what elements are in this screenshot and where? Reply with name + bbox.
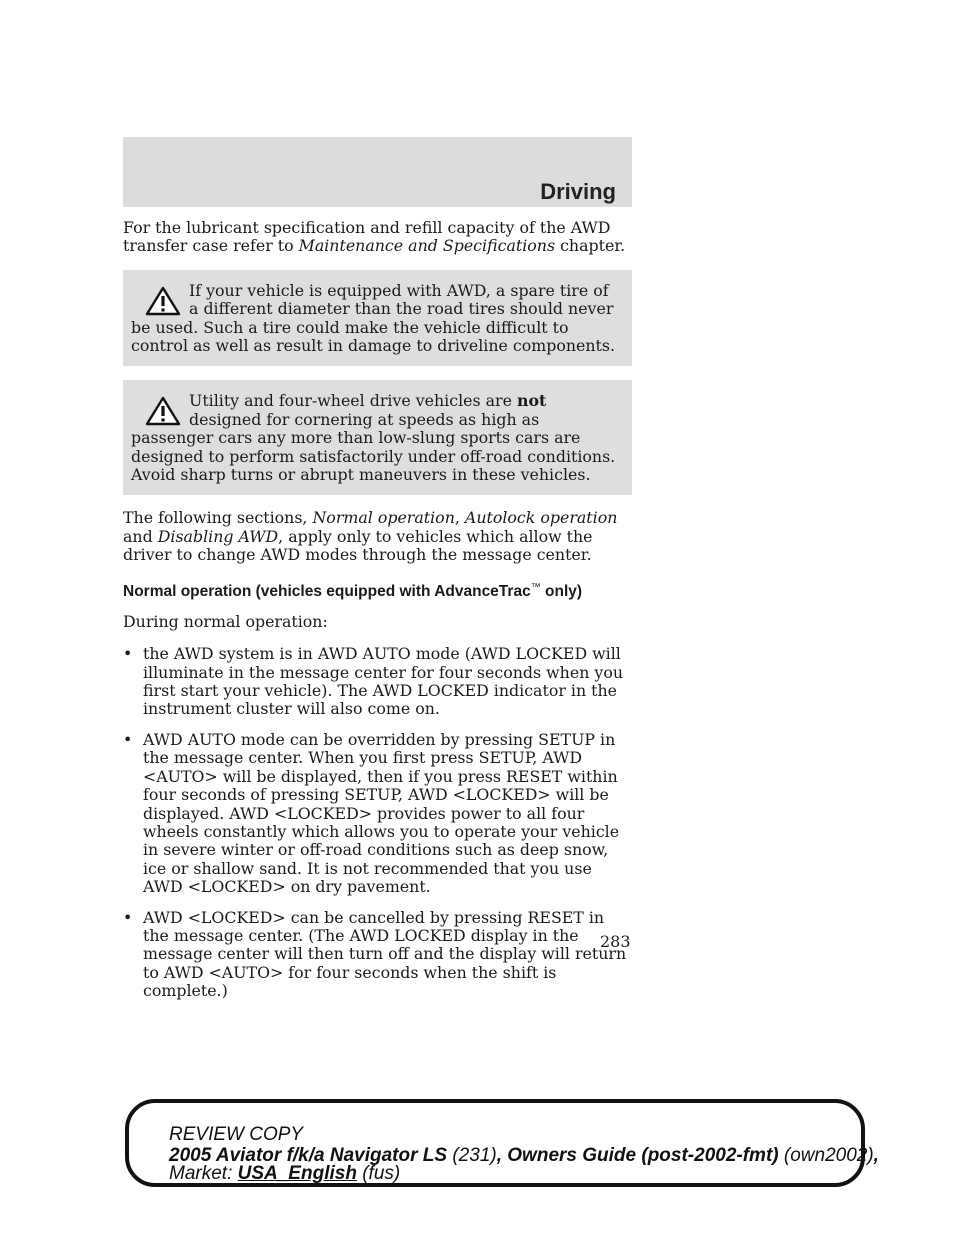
bullet-list [123, 645, 632, 1000]
chapter-reference: Maintenance and Specifications [298, 236, 556, 256]
list-item: • AWD <LOCKED> can be cancelled by pressing RESET in the message center. (The AWD LOCKED display in the message center will then turn off and the display will return to AWD <AUTO> for four seconds when the shift is complete.) [123, 907, 627, 1001]
list-item: • the AWD system is in AWD AUTO mode (AWD LOCKED will illuminate in the message center for four seconds when you first start your vehicle). The AWD LOCKED indicator in the instrument cluster will also come on. [123, 644, 624, 719]
market-info: Market: USA_English (fus) [169, 1163, 401, 1184]
document-info: 2005 Aviator f/k/a Navigator LS (231), Owners Guide (post-2002-fmt) (own2002), [169, 1145, 879, 1166]
during-label: During normal operation: [123, 611, 328, 631]
sections-paragraph: The following sections, Normal operation, Autolock operation and Disabling AWD, apply only to vehicles which allow the driver to change AWD modes through the message center. [123, 508, 618, 565]
page-content [123, 219, 632, 1013]
review-footer [125, 1099, 879, 1187]
warning-triangle-icon [145, 286, 181, 316]
bullet-icon: • [123, 907, 133, 927]
warning-box [123, 270, 632, 367]
emphasis: not [516, 391, 547, 411]
bullet-icon: • [123, 644, 133, 664]
page-number: 283 [600, 932, 631, 951]
warning-text: If your vehicle is equipped with AWD, a spare tire of a different diameter than the road tires should never be used. Such a tire could make the vehicle difficult to control as well as result in damage to driveline components. [131, 280, 616, 356]
section-reference: Autolock operation [464, 508, 618, 528]
warning-triangle-icon [145, 396, 181, 426]
section-reference: Normal operation [312, 508, 455, 528]
list-item: • AWD AUTO mode can be overridden by pressing SETUP in the message center. When you first press SETUP, AWD <AUTO> will be displayed, then if you press RESET within four seconds of pressing SETUP, AWD <LOCKED> will be displayed. AWD <LOCKED> provides power to all four wheels constantly which allows you to operate your vehicle in severe winter or off-road conditions such as deep snow, ice or shallow sand. It is not recommended that you use AWD <LOCKED> on dry pavement. [123, 729, 620, 897]
warning-text: Utility and four-wheel drive vehicles are not designed for cornering at speeds as high as passenger cars any more than low-slung sports cars are designed to perform satisfactorily under off-road conditions. Avoid sharp turns or abrupt maneuvers in these vehicles. [131, 391, 616, 485]
trademark-symbol: ™ [530, 581, 541, 593]
section-reference: Disabling AWD [157, 526, 279, 546]
review-label: REVIEW COPY [169, 1124, 304, 1145]
warning-box [123, 380, 632, 495]
bullet-icon: • [123, 729, 133, 749]
section-header [123, 137, 632, 207]
subsection-heading: Normal operation (vehicles equipped with AdvanceTrac™ only) [123, 581, 583, 600]
intro-paragraph: For the lubricant specification and refill capacity of the AWD transfer case refer to Maintenance and Specifications chapter. [123, 218, 626, 256]
section-title: Driving [540, 179, 616, 204]
